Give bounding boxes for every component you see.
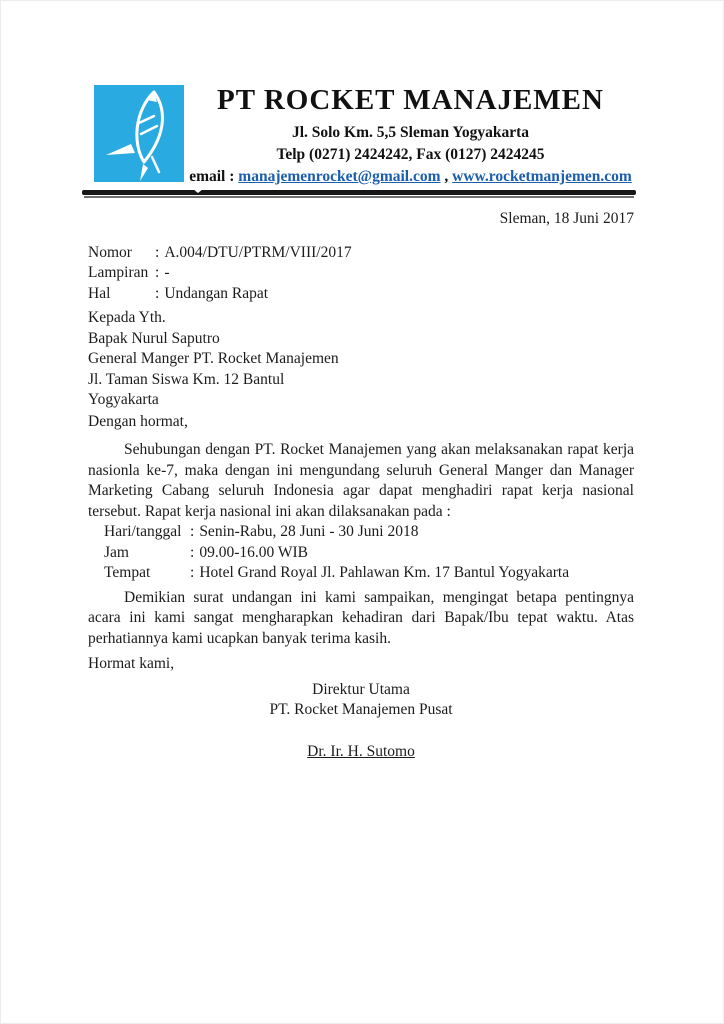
signatory-title: Direktur Utama	[312, 680, 410, 698]
recipient-line: Bapak Nurul Saputro	[88, 329, 220, 347]
salutation: Dengan hormat,	[88, 412, 188, 430]
detail-row-hari-tanggal	[104, 522, 634, 543]
recipient-line: Yogyakarta	[88, 391, 159, 408]
signature-block	[88, 680, 634, 763]
detail-row-jam	[104, 543, 634, 564]
recipient-block	[88, 308, 634, 411]
letterhead-divider	[82, 190, 636, 195]
date-line: Sleman, 18 Juni 2017	[499, 210, 634, 227]
meta-label: Lampiran	[88, 264, 149, 281]
recipient-line: General Manger PT. Rocket Manajemen	[88, 350, 339, 367]
meta-row-nomor	[88, 243, 634, 264]
company-contact-line	[185, 166, 636, 188]
meta-value: Undangan Rapat	[164, 284, 269, 302]
meta-value: -	[164, 264, 170, 281]
detail-label: Hari/tanggal	[104, 523, 182, 540]
colon: :	[190, 564, 195, 581]
company-address: Jl. Solo Km. 5,5 Sleman Yogyakarta	[291, 124, 530, 141]
email-label: email :	[189, 168, 235, 185]
detail-value: 09.00-16.00 WIB	[199, 543, 308, 561]
closing-salutation: Hormat kami,	[88, 655, 175, 672]
detail-label: Jam	[104, 543, 129, 561]
signatory-name: Dr. Ir. H. Sutomo	[307, 742, 415, 760]
meta-label: Hal	[88, 284, 111, 302]
recipient-line: Kepada Yth.	[88, 309, 166, 326]
meta-row-lampiran	[88, 263, 634, 284]
company-phone-fax: Telp (0271) 2424242, Fax (0127) 2424245	[276, 146, 545, 163]
company-logo	[94, 85, 184, 182]
opening-paragraph: Sehubungan dengan PT. Rocket Manajemen yang akan melaksanakan rapat kerja nasionla ke-7, maka dengan ini mengundang seluruh General Manger dan Manager Marketing Cabang seluruh Indonesia agar dapat menghadiri rapat kerja nasional tersebut. Rapat kerja nasional ini akan dilaksanakan pada :	[88, 441, 634, 520]
colon: :	[190, 523, 195, 540]
company-email-link[interactable]: manajemenrocket@gmail.com	[238, 168, 441, 185]
detail-value: Hotel Grand Royal Jl. Pahlawan Km. 17 Bantul Yogyakarta	[199, 564, 570, 581]
divider-notch	[193, 189, 203, 193]
company-name: PT ROCKET MANAJEMEN	[217, 84, 604, 116]
signatory-company: PT. Rocket Manajemen Pusat	[269, 701, 453, 718]
meta-value: A.004/DTU/PTRM/VIII/2017	[164, 243, 352, 261]
detail-value: Senin-Rabu, 28 Juni - 30 Juni 2018	[199, 523, 419, 540]
closing-paragraph: Demikian surat undangan ini kami sampaikan, mengingat betapa pentingnya acara ini kami sangat mengharapkan kehadiran dari Bapak/Ibu tepat waktu. Atas perhatiannya kami ucapkan banyak terima kasih.	[88, 588, 634, 647]
recipient-line: Jl. Taman Siswa Km. 12 Bantul	[88, 370, 285, 388]
meeting-details	[104, 522, 634, 584]
colon: :	[155, 284, 160, 302]
company-website-link[interactable]: www.rocketmanjemen.com	[452, 168, 632, 185]
meta-row-hal	[88, 284, 634, 305]
colon: :	[190, 543, 195, 561]
letter-meta	[88, 243, 634, 305]
rocket-icon	[94, 85, 184, 182]
comma-separator: ,	[444, 168, 449, 185]
detail-label: Tempat	[104, 564, 151, 581]
letter-body	[88, 209, 634, 762]
colon: :	[155, 264, 160, 281]
letterhead	[185, 84, 636, 188]
colon: :	[155, 243, 160, 261]
detail-row-tempat	[104, 563, 634, 584]
meta-label: Nomor	[88, 243, 132, 261]
